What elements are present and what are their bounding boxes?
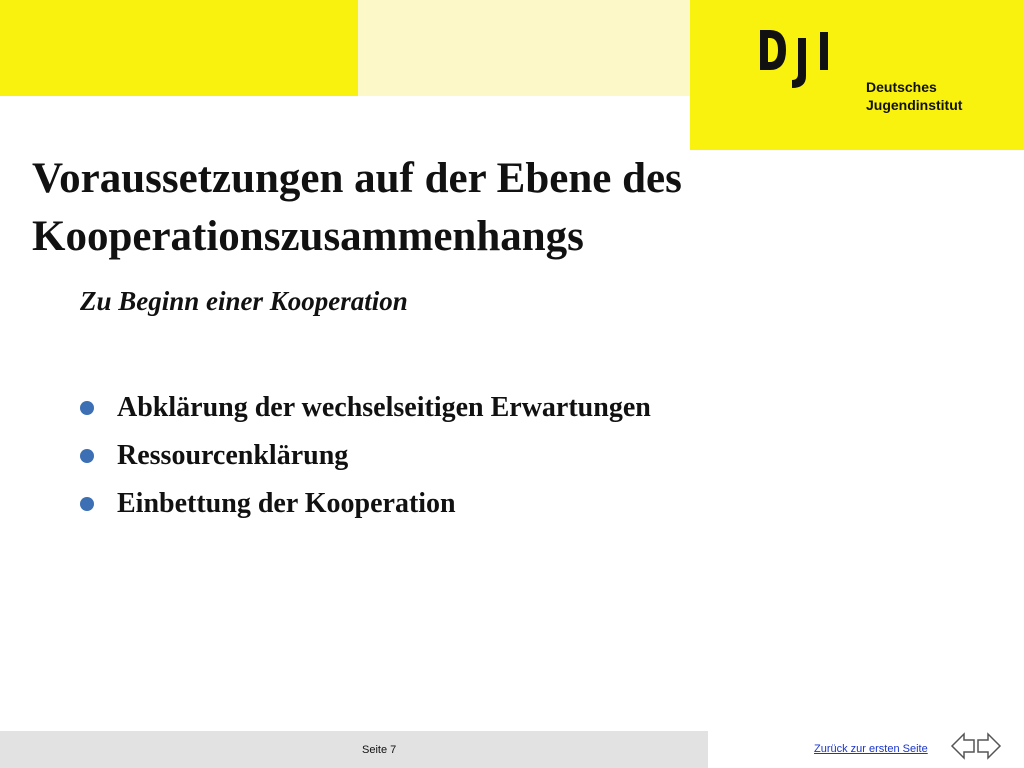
logo-area xyxy=(690,0,1024,150)
slide-navigation xyxy=(950,730,1002,762)
bullet-text: Abklärung der wechselseitigen Erwartungen xyxy=(117,392,651,423)
header-pale-block xyxy=(358,0,690,96)
bullet-dot-icon xyxy=(80,449,94,463)
bullet-dot-icon xyxy=(80,401,94,415)
bullet-item xyxy=(80,384,651,432)
back-to-first-page-link[interactable]: Zurück zur ersten Seite xyxy=(814,743,928,755)
bullet-dot-icon xyxy=(80,497,94,511)
logo-text xyxy=(866,78,962,114)
bullet-text: Ressourcenklärung xyxy=(117,440,349,471)
bullet-item xyxy=(80,432,651,480)
logo-name-line2: Jugendinstitut xyxy=(866,97,963,113)
bullet-item xyxy=(80,480,651,528)
page-number: Seite 7 xyxy=(362,744,397,756)
footer-bar xyxy=(0,731,708,768)
header-yellow-block xyxy=(0,0,358,96)
bullet-list xyxy=(80,384,651,528)
bullet-text: Einbettung der Kooperation xyxy=(117,488,456,519)
arrow-right-icon[interactable] xyxy=(978,734,1000,758)
slide-subtitle: Zu Beginn einer Kooperation xyxy=(80,286,408,316)
slide-title: Voraussetzungen auf der Ebene des Kooperationszusammenhangs xyxy=(32,155,682,260)
arrow-left-icon[interactable] xyxy=(952,734,974,758)
dji-logo-mark xyxy=(756,28,856,90)
logo-name-line1: Deutsches xyxy=(866,79,937,95)
